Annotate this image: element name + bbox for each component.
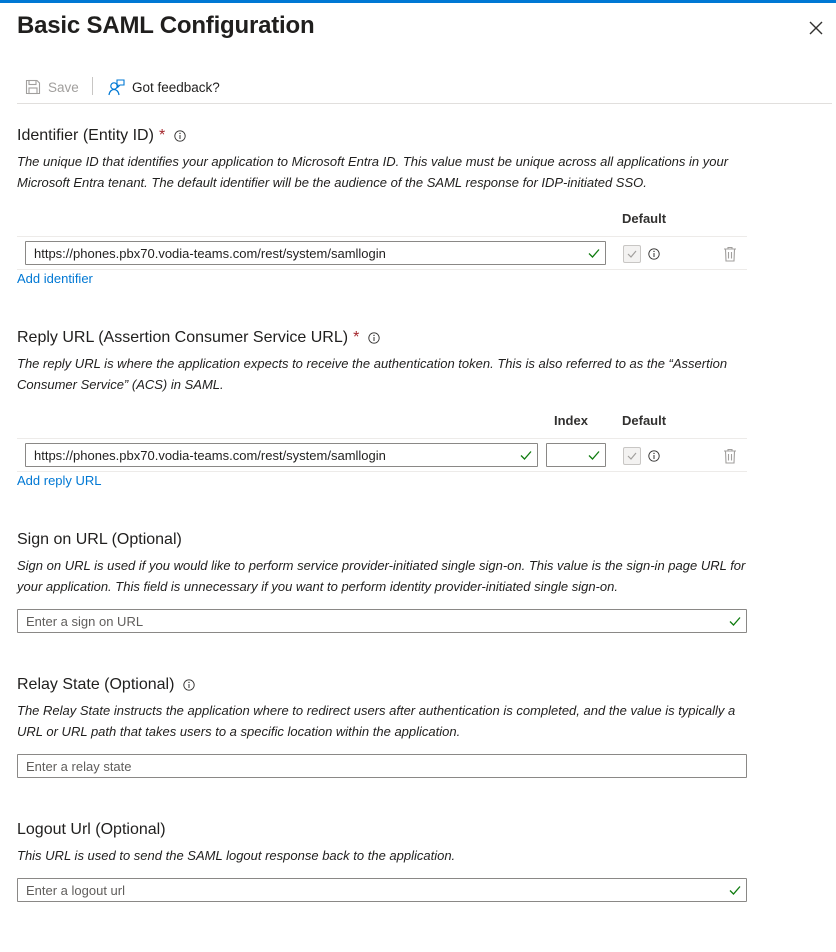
- top-accent-bar: [0, 0, 836, 3]
- valid-check-icon: [588, 248, 600, 258]
- logout-title-text: Logout Url (Optional): [17, 821, 166, 838]
- sign-on-title-text: Sign on URL (Optional): [17, 531, 182, 548]
- sign-on-url-input[interactable]: [17, 609, 747, 633]
- sign-on-placeholder: Enter a sign on URL: [26, 613, 144, 629]
- relay-state-title: [17, 676, 195, 694]
- command-bar: [17, 72, 832, 104]
- page-title: Basic SAML Configuration: [17, 12, 315, 39]
- required-mark: *: [353, 329, 360, 346]
- reply-url-description: The reply URL is where the application expects to receive the authentication token. This is also referred to as the “Assertion Consumer Service” (ACS) in SAML.: [17, 356, 728, 392]
- info-icon[interactable]: [368, 332, 380, 344]
- logout-description: This URL is used to send the SAML logout response back to the application.: [17, 848, 456, 863]
- info-icon[interactable]: [183, 679, 195, 691]
- logout-url-input[interactable]: [17, 878, 747, 902]
- delete-icon[interactable]: [723, 246, 737, 262]
- save-button[interactable]: [25, 76, 79, 98]
- identifier-title-text: Identifier (Entity ID): [17, 127, 154, 144]
- reply-default-checkbox[interactable]: [623, 447, 641, 465]
- delete-icon[interactable]: [723, 448, 737, 464]
- required-mark: *: [158, 127, 166, 144]
- close-button[interactable]: [806, 18, 826, 38]
- sign-on-description: Sign on URL is used if you would like to perform service provider-initiated single sign-on. This value is the sign-in page URL for your application. This field is unnecessary if you want to perform identity provider-initiated single sign-on.: [17, 558, 746, 594]
- identifier-description: The unique ID that identifies your application to Microsoft Entra ID. This value must be unique across all applications in your Microsoft Entra tenant. The default identifier will be the audience of the SAML response for IDP-initiated SSO.: [17, 154, 729, 190]
- toolbar-divider: [92, 77, 93, 95]
- identifier-default-checkbox[interactable]: [623, 245, 641, 263]
- identifier-value: https://phones.pbx70.vodia-teams.com/rest/system/samllogin: [34, 245, 386, 261]
- checkmark-icon: [627, 452, 637, 460]
- save-icon: [25, 79, 41, 95]
- identifier-row: [17, 236, 747, 270]
- reply-url-title: [17, 329, 380, 347]
- feedback-label: Got feedback?: [132, 79, 220, 95]
- add-identifier-link[interactable]: Add identifier: [17, 271, 93, 286]
- identifier-default-header: Default: [622, 211, 667, 226]
- reply-url-value: https://phones.pbx70.vodia-teams.com/rest/system/samllogin: [34, 447, 386, 463]
- identifier-input[interactable]: [25, 241, 606, 265]
- reply-url-input[interactable]: [25, 443, 538, 467]
- add-reply-url-link[interactable]: Add reply URL: [17, 473, 102, 488]
- info-icon[interactable]: [174, 130, 186, 142]
- info-icon[interactable]: [648, 450, 660, 462]
- logout-placeholder: Enter a logout url: [26, 882, 126, 898]
- relay-state-description: The Relay State instructs the application where to redirect users after authentication is completed, and the value is typically a URL or URL path that takes users to a specific location within the application.: [17, 703, 736, 739]
- relay-state-title-text: Relay State (Optional): [17, 676, 175, 693]
- feedback-button[interactable]: [108, 76, 220, 98]
- reply-index-input[interactable]: [546, 443, 606, 467]
- sign-on-title: [17, 531, 182, 549]
- relay-state-placeholder: Enter a relay state: [26, 758, 132, 774]
- valid-check-icon: [729, 616, 741, 626]
- relay-state-input[interactable]: [17, 754, 747, 778]
- checkmark-icon: [627, 250, 637, 258]
- info-icon[interactable]: [648, 248, 660, 260]
- reply-index-header: Index: [554, 413, 588, 428]
- reply-url-title-text: Reply URL (Assertion Consumer Service URL): [17, 329, 349, 346]
- valid-check-icon: [729, 885, 741, 895]
- save-label: Save: [48, 79, 79, 95]
- identifier-title: [17, 127, 186, 145]
- reply-url-row: [17, 438, 747, 472]
- reply-default-header: Default: [622, 413, 667, 428]
- valid-check-icon: [588, 450, 600, 460]
- logout-title: [17, 821, 166, 839]
- valid-check-icon: [520, 450, 532, 460]
- close-icon: [806, 18, 826, 38]
- feedback-icon: [108, 79, 125, 96]
